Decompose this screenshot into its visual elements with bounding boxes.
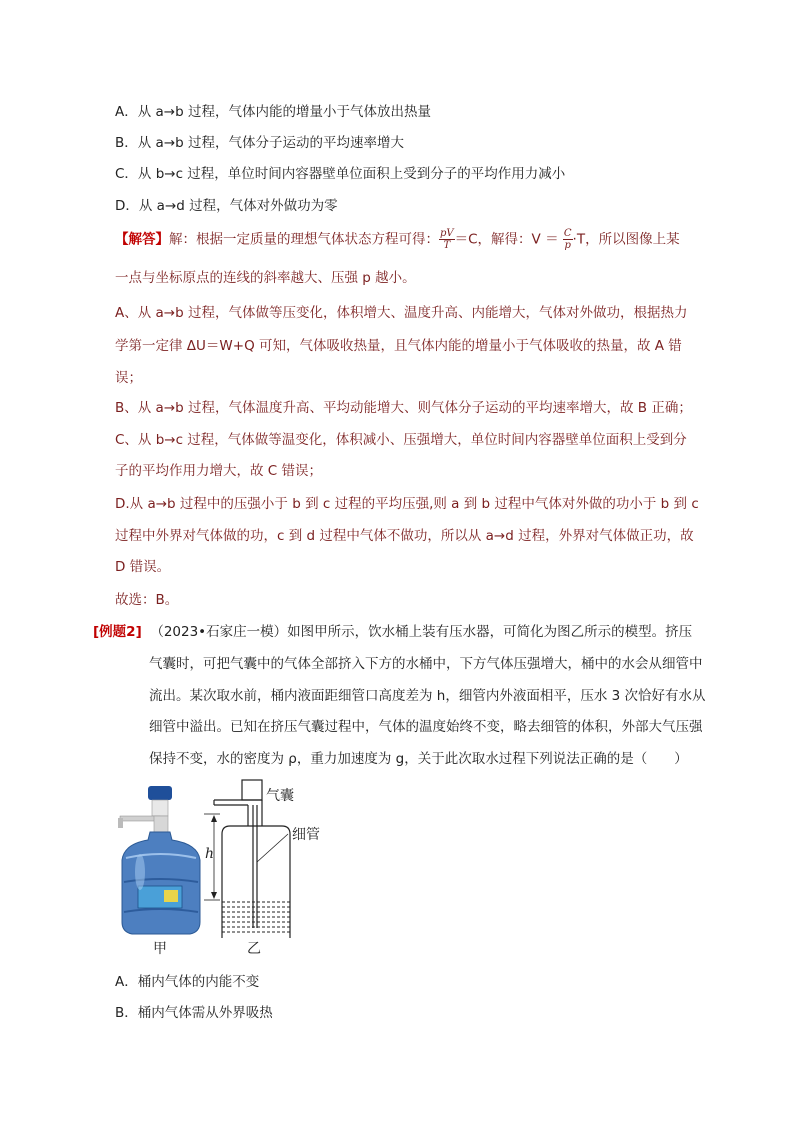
analysis-d-line3: D 错误。 [115,559,171,575]
answer-choice: 故选：B。 [115,592,179,608]
example2-line4: 细管中溢出。已知在挤压气囊过程中，气体的温度始终不变，略去细管的体积，外部大气压强 [149,719,703,735]
air-bag [242,780,262,800]
example2-line5: 保持不变，水的密度为 ρ，重力加速度为 g，关于此次取水过程下列说法正确的是（ ） [149,751,688,767]
analysis-b-line1: B、从 a→b 过程，气体温度升高、平均动能增大、则气体分子运动的平均速率增大，故 B 正确； [115,400,692,416]
figure-label-yi: 乙 [247,941,261,957]
answer-first-line [115,228,680,251]
water-bottle-photo [112,782,208,940]
analysis-a-line3: 误； [115,370,142,386]
analysis-a-line1: A、从 a→b 过程，气体做等压变化，体积增大、温度升高、内能增大，气体对外做功，根据热力 [115,305,688,321]
label-h: h [205,846,215,862]
option2-b: B．桶内气体需从外界吸热 [115,1005,273,1021]
analysis-d-line1: D.从 a→b 过程中的压强小于 b 到 c 过程的平均压强,则 a 到 b 过程中气体对外做的功小于 b 到 c [115,496,699,512]
option-a: A．从 a→b 过程，气体内能的增量小于气体放出热量 [115,104,431,120]
answer-intro: 解：根据一定质量的理想气体状态方程可得： [169,231,439,248]
water-hatching [222,902,290,932]
answer-eq1-tail: ＝C，解得：V ＝ [454,231,559,248]
analysis-c-line2: 子的平均作用力增大，故 C 错误； [115,463,323,479]
option2-a: A．桶内气体的内能不变 [115,974,260,990]
analysis-c-line1: C、从 b→c 过程，气体做等温变化，体积减小、压强增大，单位时间内容器壁单位面积上受到分 [115,432,687,448]
example2-line1: [例题2] （2023•石家庄一模）如图甲所示，饮水桶上装有压水器，可简化为图乙所示的模型。挤压 [93,624,693,640]
pump-cap [148,786,172,800]
bottle-body [122,832,200,934]
analysis-d-line2: 过程中外界对气体做的功，c 到 d 过程中气体不做功，所以从 a→d 过程，外界对气体做正功，故 [115,528,694,544]
example2-line3: 流出。某次取水前，桶内液面距细管口高度差为 h，细管内外液面相平，压水 3 次恰好有水从 [149,688,706,704]
label-xiguan: 细管 [292,827,320,843]
option-d: D．从 a→d 过程，气体对外做功为零 [115,198,338,214]
option-b: B．从 a→b 过程，气体分子运动的平均速率增大 [115,135,404,151]
figure-label-jia: 甲 [153,941,167,957]
tube-leader-line [257,834,288,862]
option-c: C．从 b→c 过程，单位时间内容器壁单位面积上受到分子的平均作用力减小 [115,166,566,182]
example2-tag: [例题2] [93,624,142,640]
answer-tag: 【解答】 [115,231,169,248]
fraction-pv-over-t: $\frac{pV}{T}$ [440,228,454,251]
answer-eq2-tail: ·T，所以图像上某 [572,231,680,248]
answer-line2: 一点与坐标原点的连线的斜率越大、压强 p 越小。 [115,270,416,286]
fraction-c-over-p: $\frac{C}{p}$ [563,228,572,251]
label-qinang: 气囊 [266,788,294,804]
example2-line2: 气囊时，可把气囊中的气体全部挤入下方的水桶中，下方气体压强增大，桶中的水会从细管中 [149,656,703,672]
analysis-a-line2: 学第一定律 ΔU＝W+Q 可知，气体吸收热量，且气体内能的增量小于气体吸收的热量，故 A 错 [115,338,682,354]
container-outline [222,826,290,938]
